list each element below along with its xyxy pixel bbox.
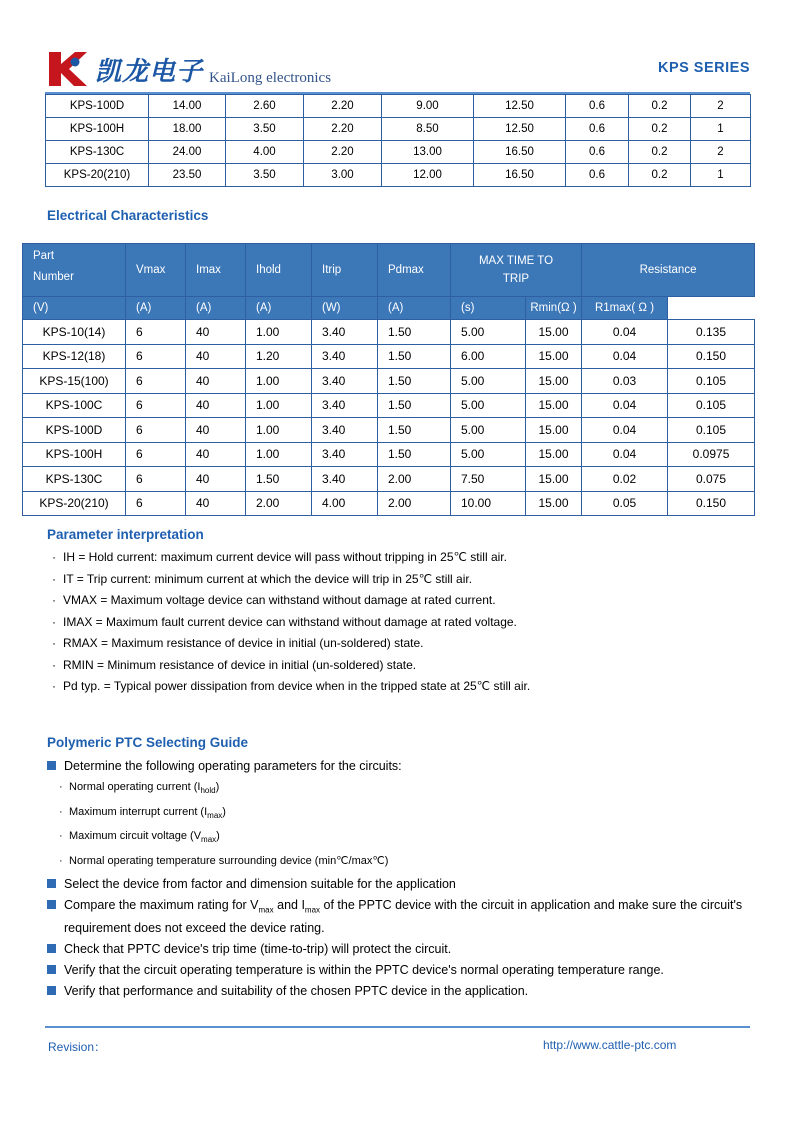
electrical-characteristics-table — [22, 243, 754, 516]
parameter-text: RMIN = Minimum resistance of device in initial (un-soldered) state. — [63, 657, 417, 672]
guide-sub-text-post: ) — [222, 805, 226, 818]
cell-value: 6.00 — [451, 344, 526, 369]
cell-part-number: KPS-100H — [46, 118, 149, 141]
cell-value: 0.6 — [566, 118, 629, 141]
table-row — [23, 393, 755, 418]
parameter-line — [52, 676, 752, 698]
parameter-line — [52, 547, 752, 569]
unit-cell: Rmin(Ω ) — [526, 297, 582, 320]
bullet-dot-icon: · — [52, 657, 56, 672]
cell-value: 6 — [126, 442, 186, 467]
parameter-line — [52, 590, 752, 612]
unit-cell: (s) — [451, 297, 526, 320]
cell-value: 4.00 — [312, 491, 378, 516]
cell-value: 5.00 — [451, 369, 526, 394]
cell-value: 23.50 — [149, 164, 226, 187]
table-body — [23, 320, 755, 516]
cell-value: 0.105 — [668, 418, 755, 443]
cell-value: 24.00 — [149, 141, 226, 164]
logo-chinese-name: 凯龙电子 — [95, 57, 204, 87]
bullet-dot-icon: · — [59, 830, 63, 843]
header-max-time-to-trip — [451, 244, 582, 297]
guide-sub-subscript: max — [201, 835, 217, 845]
cell-value: 2 — [691, 141, 751, 164]
guide-sub-item — [59, 826, 753, 851]
header-part-number — [23, 244, 126, 297]
cell-value: 10.00 — [451, 491, 526, 516]
guide-sub-text: Normal operating temperature surrounding device (min℃/max℃ — [69, 855, 385, 868]
parameter-text: IT = Trip current: minimum current at which the device will trip in 25℃ still air. — [63, 571, 473, 586]
unit-cell: (A) — [246, 297, 312, 320]
cell-value: 0.135 — [668, 320, 755, 345]
cell-value: 5.00 — [451, 393, 526, 418]
cell-part-number: KPS-10(14) — [23, 320, 126, 345]
revision-label: Revision： — [48, 1040, 107, 1054]
cell-value: 1.00 — [246, 442, 312, 467]
selecting-guide — [47, 757, 753, 1002]
cell-value: 15.00 — [526, 320, 582, 345]
cell-value: 2 — [691, 95, 751, 118]
cell-part-number: KPS-100C — [23, 393, 126, 418]
table-row — [23, 467, 755, 492]
cell-value: 0.0975 — [668, 442, 755, 467]
cell-value: 15.00 — [526, 467, 582, 492]
cell-value: 1.00 — [246, 320, 312, 345]
cell-value: 15.00 — [526, 393, 582, 418]
bullet-dot-icon: · — [52, 593, 56, 607]
cell-value: 1.50 — [378, 418, 451, 443]
guide-item-6-text: Verify that performance and suitability of the chosen PPTC device in the application. — [64, 984, 529, 999]
cell-value: 6 — [126, 491, 186, 516]
guide-sub-text: Maximum circuit voltage (V — [69, 830, 202, 843]
cell-value: 3.40 — [312, 442, 378, 467]
guide-item-5 — [47, 961, 753, 979]
table-header — [23, 244, 755, 320]
cell-value: 3.00 — [304, 164, 382, 187]
unit-cell: (A) — [378, 297, 451, 320]
guide-item-6 — [47, 982, 753, 1000]
company-logo — [45, 50, 331, 88]
cell-value: 1 — [691, 164, 751, 187]
cell-value: 3.40 — [312, 369, 378, 394]
cell-value: 5.00 — [451, 320, 526, 345]
header-resistance: Resistance — [582, 244, 755, 297]
cell-part-number: KPS-20(210) — [23, 491, 126, 516]
cell-value: 1.00 — [246, 393, 312, 418]
guide-sub-text: Maximum interrupt current (I — [69, 805, 208, 818]
cell-value: 0.150 — [668, 491, 755, 516]
bullet-dot-icon: · — [52, 636, 56, 650]
cell-value: 0.6 — [566, 141, 629, 164]
cell-value: 0.04 — [582, 393, 668, 418]
guide-sub-item — [59, 851, 753, 872]
footer-divider — [45, 1026, 750, 1028]
cell-value: 7.50 — [451, 467, 526, 492]
cell-value: 3.40 — [312, 418, 378, 443]
guide-item-3-sub2: max — [304, 905, 321, 915]
cell-value: 2.20 — [304, 118, 382, 141]
bullet-square-icon — [47, 944, 56, 953]
cell-part-number: KPS-100D — [46, 95, 149, 118]
parameter-text: Pd typ. = Typical power dissipation from device when in the tripped state at 25℃ still air. — [63, 679, 531, 693]
guide-item-2 — [47, 875, 753, 893]
cell-value: 13.00 — [382, 141, 474, 164]
unit-cell: (W) — [312, 297, 378, 320]
cell-value: 40 — [186, 418, 246, 443]
guide-item-4 — [47, 940, 753, 958]
guide-item-3-text — [64, 896, 753, 938]
cell-value: 40 — [186, 369, 246, 394]
cell-value: 40 — [186, 393, 246, 418]
cell-part-number: KPS-12(18) — [23, 344, 126, 369]
table-row — [23, 491, 755, 516]
bullet-dot-icon: · — [59, 781, 63, 793]
cell-value: 8.50 — [382, 118, 474, 141]
table-row — [23, 344, 755, 369]
cell-value: 0.04 — [582, 320, 668, 345]
cell-value: 15.00 — [526, 491, 582, 516]
cell-value: 16.50 — [474, 164, 566, 187]
cell-value: 40 — [186, 491, 246, 516]
bullet-square-icon — [47, 879, 56, 888]
cell-value: 0.03 — [582, 369, 668, 394]
bullet-dot-icon: · — [59, 855, 63, 868]
cell-part-number: KPS-130C — [23, 467, 126, 492]
cell-value: 18.00 — [149, 118, 226, 141]
bullet-dot-icon: · — [52, 679, 56, 693]
cell-value: 1.50 — [378, 320, 451, 345]
cell-value: 1.50 — [378, 393, 451, 418]
guide-item-3-post: of the PPTC device with the circuit in application and make sure the circuit's requirement does not exceed the device rating. — [64, 897, 743, 936]
cell-value: 12.00 — [382, 164, 474, 187]
parameter-text: IMAX = Maximum fault current device can withstand without damage at rated voltage. — [63, 614, 517, 629]
header-imax: Imax — [186, 244, 246, 297]
cell-value: 0.2 — [629, 95, 691, 118]
cell-value: 0.2 — [629, 164, 691, 187]
cell-value: 0.150 — [668, 344, 755, 369]
cell-value: 0.02 — [582, 467, 668, 492]
header-pdmax: Pdmax — [378, 244, 451, 297]
cell-part-number: KPS-15(100) — [23, 369, 126, 394]
guide-sub-subscript: hold — [200, 786, 216, 796]
cell-value: 3.40 — [312, 467, 378, 492]
cell-part-number: KPS-100H — [23, 442, 126, 467]
cell-value: 0.2 — [629, 141, 691, 164]
cell-value: 2.00 — [378, 491, 451, 516]
bullet-square-icon — [47, 900, 56, 909]
section-heading-guide: Polymeric PTC Selecting Guide — [47, 735, 249, 750]
unit-cell: (A) — [186, 297, 246, 320]
bullet-dot-icon: · — [52, 614, 56, 629]
cell-value: 1.50 — [378, 442, 451, 467]
header-vmax: Vmax — [126, 244, 186, 297]
logo-mark-icon — [45, 50, 89, 88]
cell-value: 1.50 — [378, 369, 451, 394]
guide-sub-subscript: max — [207, 810, 223, 820]
parameter-text: VMAX = Maximum voltage device can withstand without damage at rated current. — [63, 593, 496, 607]
unit-cell: R1max( Ω ) — [582, 297, 668, 320]
cell-part-number: KPS-130C — [46, 141, 149, 164]
bullet-square-icon — [47, 986, 56, 995]
bullet-square-icon — [47, 761, 56, 770]
table-row — [23, 320, 755, 345]
cell-value: 0.105 — [668, 393, 755, 418]
cell-value: 0.6 — [566, 95, 629, 118]
cell-value: 12.50 — [474, 95, 566, 118]
cell-value: 6 — [126, 369, 186, 394]
parameter-list — [52, 547, 752, 698]
table-row — [46, 95, 751, 118]
header-part-line2: Number — [33, 271, 74, 283]
section-heading-parameters: Parameter interpretation — [47, 527, 204, 542]
cell-value: 40 — [186, 442, 246, 467]
cell-value: 6 — [126, 320, 186, 345]
section-heading-electrical: Electrical Characteristics — [47, 208, 209, 223]
cell-value: 1.00 — [246, 369, 312, 394]
cell-value: 12.50 — [474, 118, 566, 141]
cell-value: 15.00 — [526, 369, 582, 394]
cell-value: 1.50 — [378, 344, 451, 369]
cell-value: 14.00 — [149, 95, 226, 118]
cell-part-number: KPS-100D — [23, 418, 126, 443]
cell-value: 0.2 — [629, 118, 691, 141]
cell-value: 0.6 — [566, 164, 629, 187]
unit-cell: (V) — [23, 297, 126, 320]
cell-value: 3.50 — [226, 164, 304, 187]
cell-value: 1 — [691, 118, 751, 141]
cell-value: 15.00 — [526, 418, 582, 443]
cell-value: 3.40 — [312, 320, 378, 345]
guide-sub-text-post: ) — [216, 830, 220, 843]
cell-value: 0.05 — [582, 491, 668, 516]
table-row — [23, 442, 755, 467]
cell-value: 4.00 — [226, 141, 304, 164]
bullet-dot-icon: · — [52, 550, 56, 564]
guide-item-1-text: Determine the following operating parameters for the circuits: — [64, 759, 402, 773]
cell-value: 5.00 — [451, 442, 526, 467]
guide-item-1 — [47, 757, 753, 775]
bullet-dot-icon: · — [59, 805, 63, 818]
cell-value: 0.04 — [582, 344, 668, 369]
unit-cell: (A) — [126, 297, 186, 320]
cell-value: 0.075 — [668, 467, 755, 492]
guide-sub-text-post: ) — [215, 781, 220, 793]
cell-value: 2.00 — [246, 491, 312, 516]
cell-value: 2.20 — [304, 141, 382, 164]
header-units-row — [23, 297, 755, 320]
table-row — [23, 369, 755, 394]
cell-value: 0.04 — [582, 418, 668, 443]
bullet-dot-icon: · — [52, 571, 56, 586]
table-row — [46, 141, 751, 164]
cell-value: 5.00 — [451, 418, 526, 443]
dimensions-table — [45, 94, 750, 187]
header-maxtime-line2: TRIP — [502, 273, 530, 285]
guide-sub-item — [59, 777, 753, 802]
header-maxtime-line1: MAX TIME TO — [478, 255, 554, 267]
header-row-1 — [23, 244, 755, 297]
guide-item-2-text: Select the device from factor and dimension suitable for the application — [64, 876, 456, 891]
guide-sub-item — [59, 802, 753, 827]
logo-english-name: KaiLong electronics — [209, 70, 332, 86]
guide-sub-text: Normal operating current (I — [69, 781, 201, 793]
cell-value: 1.20 — [246, 344, 312, 369]
parameter-line — [52, 655, 752, 677]
cell-value: 2.60 — [226, 95, 304, 118]
parameter-line — [52, 612, 752, 634]
cell-value: 3.40 — [312, 393, 378, 418]
guide-item-4-text: Check that PPTC device's trip time (time-to-trip) will protect the circuit. — [64, 942, 452, 957]
series-title: KPS SERIES — [657, 60, 750, 76]
cell-value: 6 — [126, 418, 186, 443]
cell-value: 6 — [126, 467, 186, 492]
cell-value: 15.00 — [526, 442, 582, 467]
guide-item-3-sub1: max — [258, 905, 274, 915]
website-url[interactable]: http://www.cattle-ptc.com — [543, 1038, 677, 1052]
header-itrip: Itrip — [312, 244, 378, 297]
page-header — [45, 50, 750, 94]
cell-value: 0.105 — [668, 369, 755, 394]
bullet-square-icon — [47, 965, 56, 974]
cell-value: 3.40 — [312, 344, 378, 369]
parameter-line — [52, 569, 752, 591]
table-row — [46, 164, 751, 187]
cell-value: 15.00 — [526, 344, 582, 369]
cell-value: 16.50 — [474, 141, 566, 164]
guide-sub-list — [47, 777, 753, 872]
cell-value: 9.00 — [382, 95, 474, 118]
cell-part-number: KPS-20(210) — [46, 164, 149, 187]
guide-item-5-text: Verify that the circuit operating temperature is within the PPTC device's normal operating temperature range. — [64, 963, 664, 978]
header-ihold: Ihold — [246, 244, 312, 297]
guide-item-3 — [47, 896, 753, 938]
table-row — [46, 118, 751, 141]
table-row — [23, 418, 755, 443]
cell-value: 1.00 — [246, 418, 312, 443]
cell-value: 1.50 — [246, 467, 312, 492]
cell-value: 2.00 — [378, 467, 451, 492]
cell-value: 40 — [186, 467, 246, 492]
parameter-line — [52, 633, 752, 655]
cell-value: 0.04 — [582, 442, 668, 467]
cell-value: 40 — [186, 320, 246, 345]
guide-item-3-mid: and I — [273, 897, 305, 912]
guide-item-3-pre: Compare the maximum rating for V — [64, 897, 259, 912]
header-part-line1: Part — [33, 250, 55, 262]
parameter-text: RMAX = Maximum resistance of device in initial (un-soldered) state. — [63, 636, 424, 650]
cell-value: 3.50 — [226, 118, 304, 141]
cell-value: 2.20 — [304, 95, 382, 118]
cell-value: 6 — [126, 393, 186, 418]
parameter-text: IH = Hold current: maximum current device will pass without tripping in 25℃ still air. — [63, 550, 507, 564]
guide-sub-text-post: ) — [384, 855, 389, 868]
cell-value: 40 — [186, 344, 246, 369]
cell-value: 6 — [126, 344, 186, 369]
